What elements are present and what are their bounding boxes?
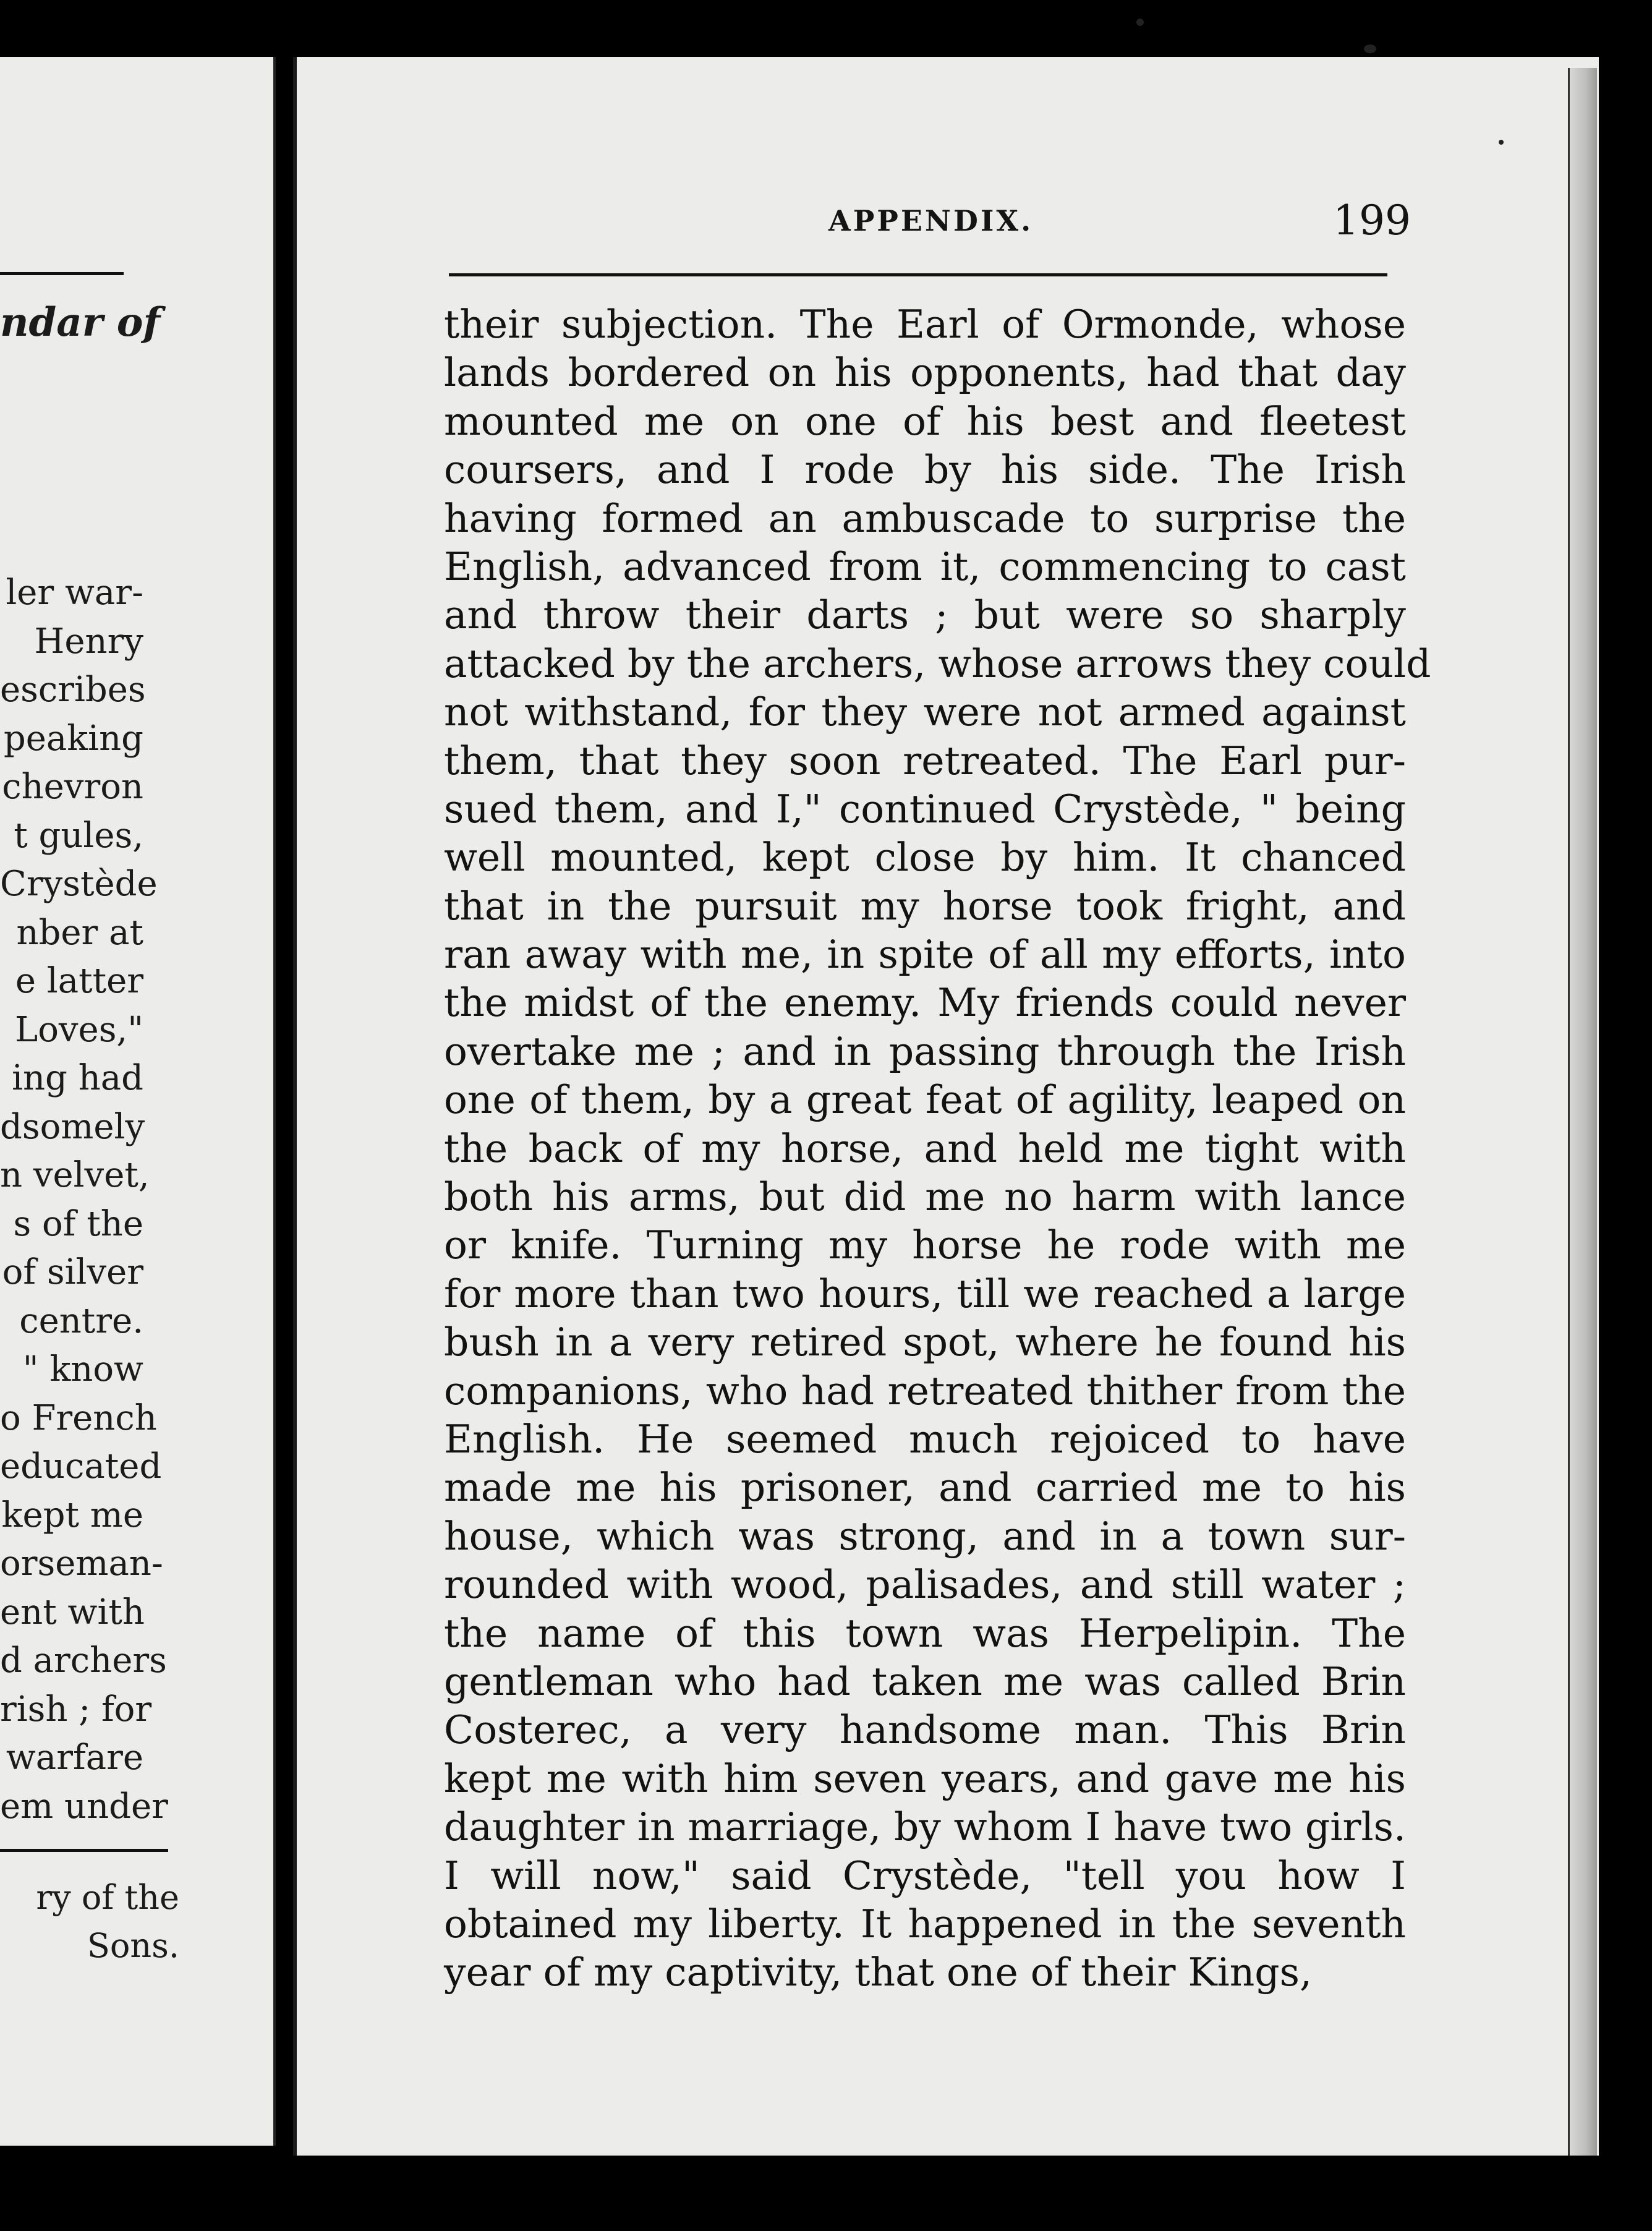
page-number: 199 xyxy=(1333,197,1411,244)
text-line: both his arms, but did me no harm with lance xyxy=(444,1174,1406,1220)
text-line: them, that they soon retreated. The Earl pur- xyxy=(444,738,1406,783)
left-footnote-line: ry of the xyxy=(36,1878,179,1917)
text-line: having formed an ambuscade to surprise the xyxy=(444,495,1406,541)
body-text xyxy=(444,301,1431,1997)
left-text-line: dsomely xyxy=(0,1106,145,1147)
text-line: sued them, and I," continued Crystède, " being xyxy=(444,786,1406,832)
left-text-line: chevron xyxy=(2,767,143,807)
text-line: lands bordered on his opponents, had that day xyxy=(444,350,1406,396)
running-head: APPENDIX. xyxy=(828,204,1034,237)
text-line: for more than two hours, till we reached a large xyxy=(444,1271,1406,1316)
left-page-text-fragments xyxy=(0,569,273,1831)
text-line: well mounted, kept close by him. It chanced xyxy=(444,835,1406,881)
text-line: English, advanced from it, commencing to cast xyxy=(444,544,1406,589)
left-text-line: Henry xyxy=(34,621,143,662)
text-line: rounded with wood, palisades, and still water ; xyxy=(444,1562,1406,1608)
text-line: that in the pursuit my horse took fright, and xyxy=(444,883,1406,929)
text-line: I will now," said Crystède, "tell you how I xyxy=(444,1853,1406,1898)
text-line: Costerec, a very handsome man. This Brin xyxy=(444,1707,1406,1753)
left-text-line: t gules, xyxy=(14,815,143,856)
text-line: kept me with him seven years, and gave me his xyxy=(444,1755,1406,1801)
left-text-line: s of the xyxy=(13,1203,143,1244)
left-text-line: e latter xyxy=(15,961,143,1001)
left-text-line: centre. xyxy=(19,1300,143,1341)
ink-speck xyxy=(1364,45,1376,53)
text-line: or knife. Turning my horse he rode with me xyxy=(444,1222,1406,1268)
text-line: ran away with me, in spite of all my efforts, into xyxy=(444,932,1406,978)
left-text-line: ent with xyxy=(0,1592,145,1632)
text-line: year of my captivity, that one of their Kings, xyxy=(444,1950,1312,1995)
left-text-line: d archers xyxy=(0,1640,167,1681)
text-line: and throw their darts ; but were so sharply xyxy=(444,592,1406,638)
left-text-line: educated xyxy=(0,1446,162,1487)
text-line: the back of my horse, and held me tight with xyxy=(444,1125,1406,1171)
left-text-line: n velvet, xyxy=(0,1155,150,1195)
text-line: not withstand, for they were not armed against xyxy=(444,689,1406,735)
text-line: gentleman who had taken me was called Brin xyxy=(444,1658,1406,1704)
text-line: daughter in marriage, by whom I have two girls. xyxy=(444,1804,1406,1850)
left-text-line: ler war- xyxy=(6,573,143,613)
text-line: overtake me ; and in passing through the Irish xyxy=(444,1028,1406,1074)
page-edge xyxy=(1568,68,1597,2156)
left-text-line: Loves," xyxy=(15,1009,143,1050)
left-page-footnote-rule xyxy=(0,1849,168,1852)
ink-speck xyxy=(1499,140,1504,145)
text-line: the midst of the enemy. My friends could never xyxy=(444,980,1406,1026)
ink-speck xyxy=(1136,19,1144,26)
left-page-header-rule xyxy=(0,272,124,275)
header-rule xyxy=(449,273,1387,276)
text-line: mounted me on one of his best and fleetest xyxy=(444,398,1406,444)
left-page-footnote xyxy=(0,1874,179,1970)
text-line: obtained my liberty. It happened in the seventh xyxy=(444,1901,1406,1947)
text-line: attacked by the archers, whose arrows they could xyxy=(444,641,1431,686)
left-text-line: peaking xyxy=(3,718,143,759)
left-text-line: Crystède xyxy=(0,864,158,904)
left-text-line: warfare xyxy=(6,1738,143,1778)
text-line: companions, who had retreated thither from the xyxy=(444,1368,1406,1414)
text-line: English. He seemed much rejoiced to have xyxy=(444,1416,1406,1462)
left-text-line: " know xyxy=(22,1349,143,1389)
text-line: their subjection. The Earl of Ormonde, whose xyxy=(444,302,1406,347)
left-page-heading-fragment: ndar of xyxy=(0,299,160,346)
left-text-line: escribes xyxy=(0,670,146,710)
left-text-line: orseman- xyxy=(0,1543,163,1584)
text-line: one of them, by a great feat of agility, leaped on xyxy=(444,1077,1406,1123)
left-text-line: em under xyxy=(0,1786,168,1827)
left-text-line: kept me xyxy=(1,1495,143,1535)
left-text-line: rish ; for xyxy=(0,1689,152,1730)
left-text-line: nber at xyxy=(16,912,143,953)
text-line: made me his prisoner, and carried me to his xyxy=(444,1465,1406,1511)
left-text-line: of silver xyxy=(2,1252,143,1292)
left-footnote-line: Sons. xyxy=(87,1926,179,1965)
text-line: bush in a very retired spot, where he found his xyxy=(444,1320,1406,1365)
text-line: house, which was strong, and in a town sur- xyxy=(444,1513,1406,1559)
left-text-line: ing had xyxy=(12,1058,143,1098)
text-line: coursers, and I rode by his side. The Irish xyxy=(444,447,1406,493)
left-text-line: o French xyxy=(0,1397,157,1438)
text-line: the name of this town was Herpelipin. The xyxy=(444,1610,1406,1656)
